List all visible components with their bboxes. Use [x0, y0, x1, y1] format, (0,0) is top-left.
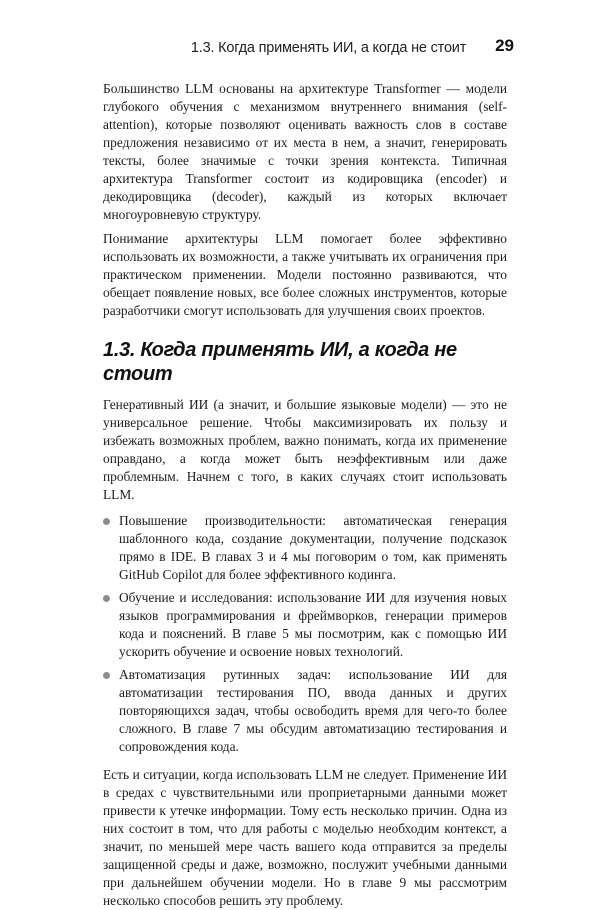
- bullet-text: Повышение производительности: автоматическая генерация шаблонного кода, создание документации, получение подсказок прямо в IDE. В главах 3 и 4 мы поговорим о том, как применять GitHub Copilot для более эффективного кодинга.: [119, 513, 507, 582]
- bullet-icon: [103, 672, 110, 679]
- bullet-list: [103, 512, 507, 756]
- list-item: [103, 512, 507, 584]
- bullet-icon: [103, 518, 110, 525]
- paragraph-understanding: Понимание архитектуры LLM помогает более эффективно использовать их возможности, а также учитывать их ограничения при практическом применении. Модели постоянно развиваются, что обещает появление новых, все более сложных инструментов, которые разработчики смогут использовать для улучшения своих проектов.: [103, 231, 507, 318]
- list-item: [103, 666, 507, 756]
- paragraph-section-lead: Генеративный ИИ (а значит, и большие языковые модели) — это не универсальное решение. Чтобы максимизировать их пользу и избежать возможных проблем, важно понимать, когда их применение оправдано, а когда может быть неэффективным или даже проблемным. Начнем с того, в каких случаях стоит использовать LLM.: [103, 397, 507, 502]
- page-number: 29: [495, 36, 514, 55]
- paragraph-intro: Большинство LLM основаны на архитектуре Transformer — модели глубокого обучения с механизмом внутреннего внимания (self-attention), которые позволяют оценивать важность слов в составе предложения независимо от их места в нем, а значит, генерировать тексты, более значимые с точки зрения контекста. Типичная архитектура Transformer состоит из кодировщика (encoder) и декодировщика (decoder), каждый из которых включает многоуровневую структуру.: [103, 81, 507, 222]
- running-header: [191, 40, 514, 56]
- section-heading: 1.3. Когда применять ИИ, а когда не стоит: [103, 339, 457, 385]
- bullet-icon: [103, 595, 110, 602]
- page-body: [103, 80, 507, 910]
- bullet-text: Автоматизация рутинных задач: использование ИИ для автоматизации тестирования ПО, ввода данных и других повторяющихся задач, чтобы освободить время для чего-то более сложного. В главе 7 мы обсудим автоматизацию тестирования и сопровождения кода.: [119, 667, 507, 754]
- list-item: [103, 589, 507, 661]
- bullet-text: Обучение и исследования: использование ИИ для изучения новых языков программирования и фреймворков, генерации примеров кода и пояснений. В главе 5 мы посмотрим, как с помощью ИИ ускорить обучение и освоение новых технологий.: [119, 590, 507, 659]
- paragraph-closing: Есть и ситуации, когда использовать LLM не следует. Применение ИИ в средах с чувствительными или проприетарными данными может привести к утечке информации. Тому есть несколько причин. Одна из них состоит в том, что для работы с моделью необходим контекст, а значит, по меньшей мере часть вашего кода отправится за пределы защищенной среды и даже, возможно, послужит учебными данными при дальнейшем обучении модели. Но в главе 9 мы рассмотрим несколько способов решить эту проблему.: [103, 767, 507, 908]
- running-header-title: 1.3. Когда применять ИИ, а когда не стоит: [190, 40, 467, 56]
